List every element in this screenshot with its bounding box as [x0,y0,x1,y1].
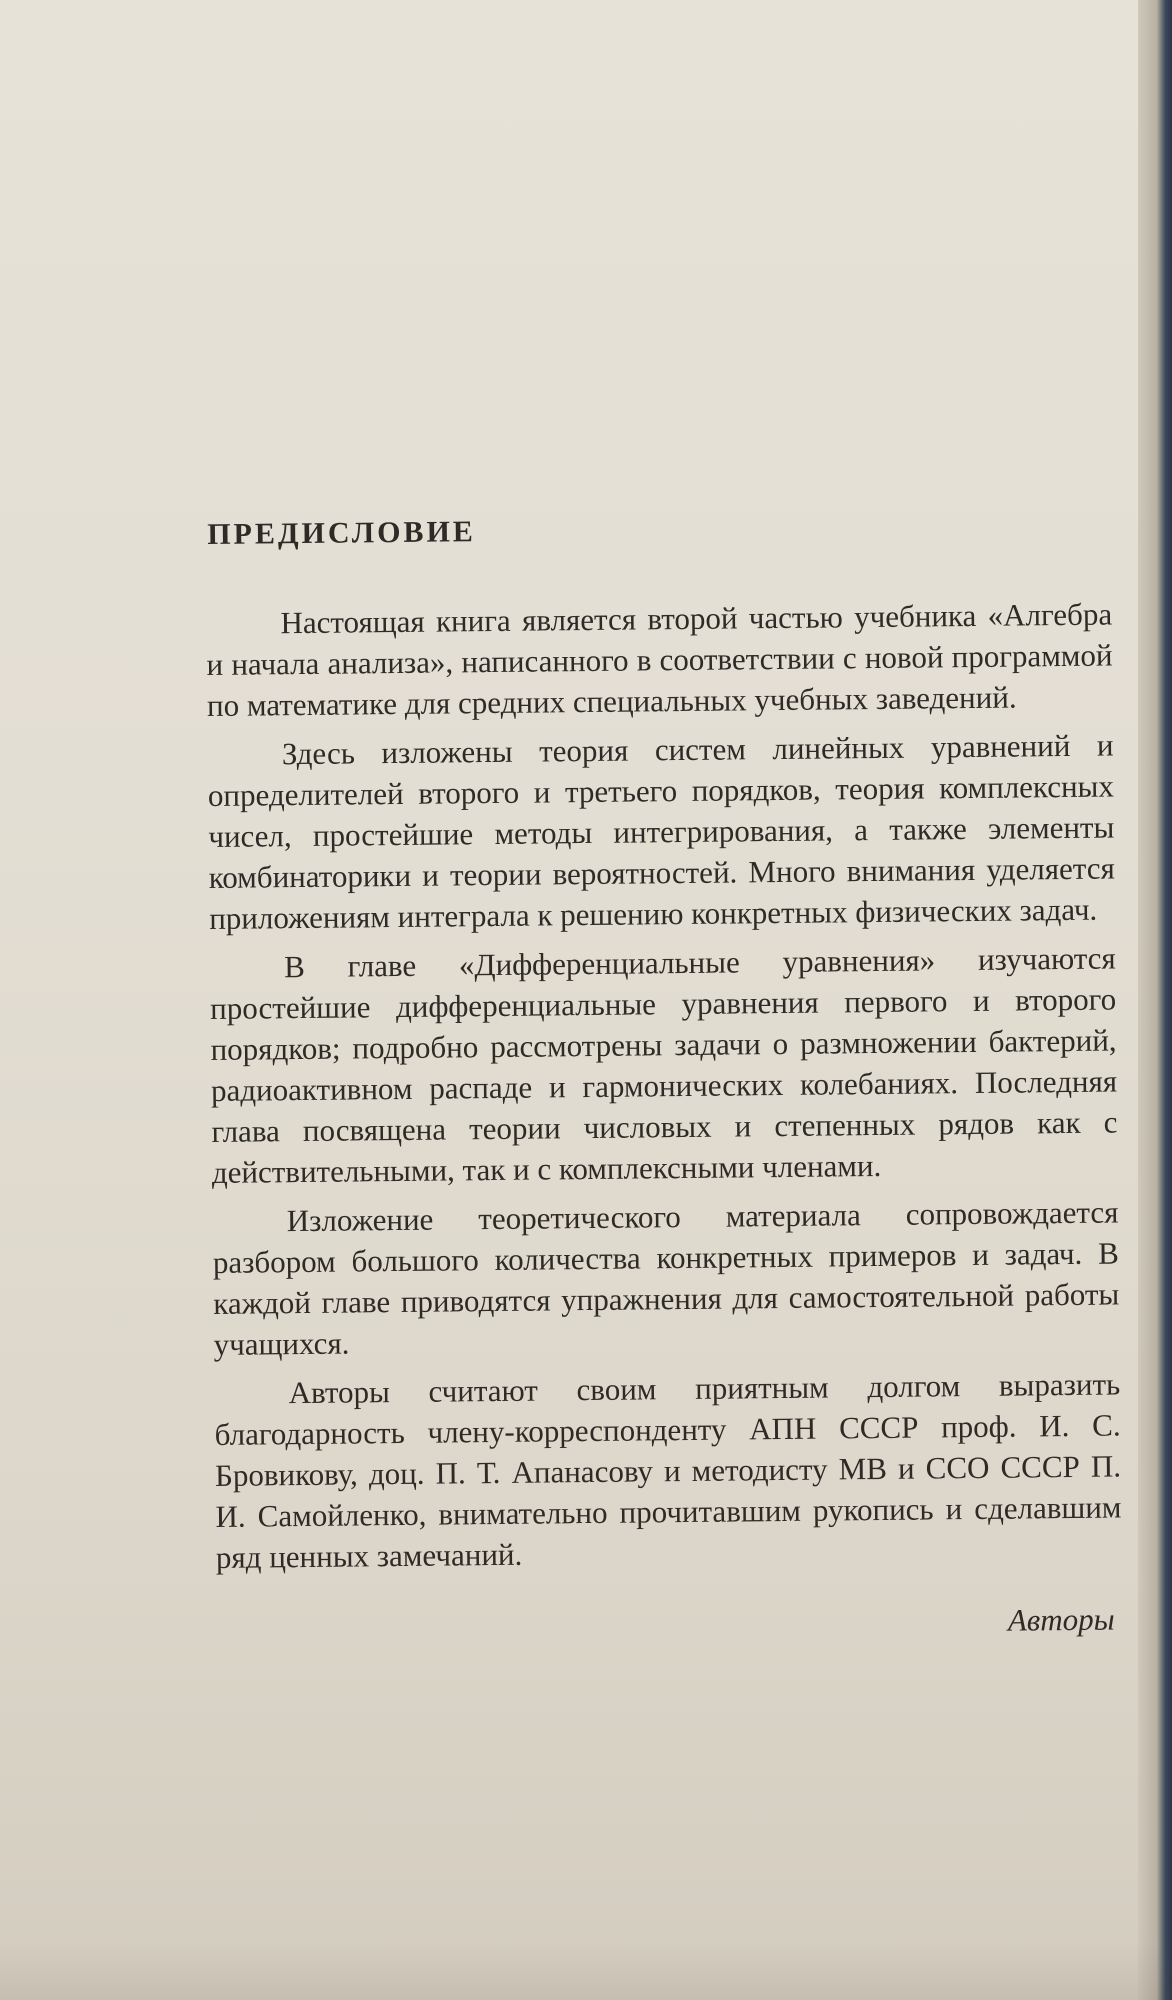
paragraph: В главе «Дифференциальные уравнения» изучаются простейшие дифференциальные уравнения первого и второго порядков; подробно рассмотрены задачи о размножении бактерий, радиоактивном распаде и гармонических колебаниях. Последняя глава посвящена теории числовых и степенных рядов как с действительными, так и с комплексными членами. [209,940,1118,1190]
paragraph: Авторы считают своим приятным долгом выразить благодарность члену-корреспонденту АПН СССР проф. И. С. Бровикову, доц. П. Т. Апанасову и методисту МВ и ССО СССР П. И. Самойленко, внимательно прочитавшим рукопись и сделавшим ряд ценных замечаний. [214,1366,1122,1575]
signature: Авторы [1007,1601,1115,1638]
page-shadow [0,1940,1172,2000]
page-title: ПРЕДИСЛОВИЕ [207,515,476,551]
paragraph: Изложение теоретического материала сопровождается разбором большого количества конкретных примеров и задач. В каждой главе приводятся упражнения для самостоятельной работы учащихся. [212,1194,1120,1362]
text-block [205,505,1123,1649]
book-cover-edge [1138,0,1172,2000]
paragraph: Настоящая книга является второй частью учебника «Алгебра и начала анализа», написанного в соответствии с новой программой по математике для средних специальных учебных заведений. [206,596,1113,723]
paragraph: Здесь изложены теория систем линейных уравнений и определителей второго и третьего порядков, теория комплексных чисел, простейшие методы интегрирования, а также элементы комбинаторики и теории вероятностей. Много внимания уделяется приложениям интеграла к решению конкретных физических задач. [207,727,1115,936]
